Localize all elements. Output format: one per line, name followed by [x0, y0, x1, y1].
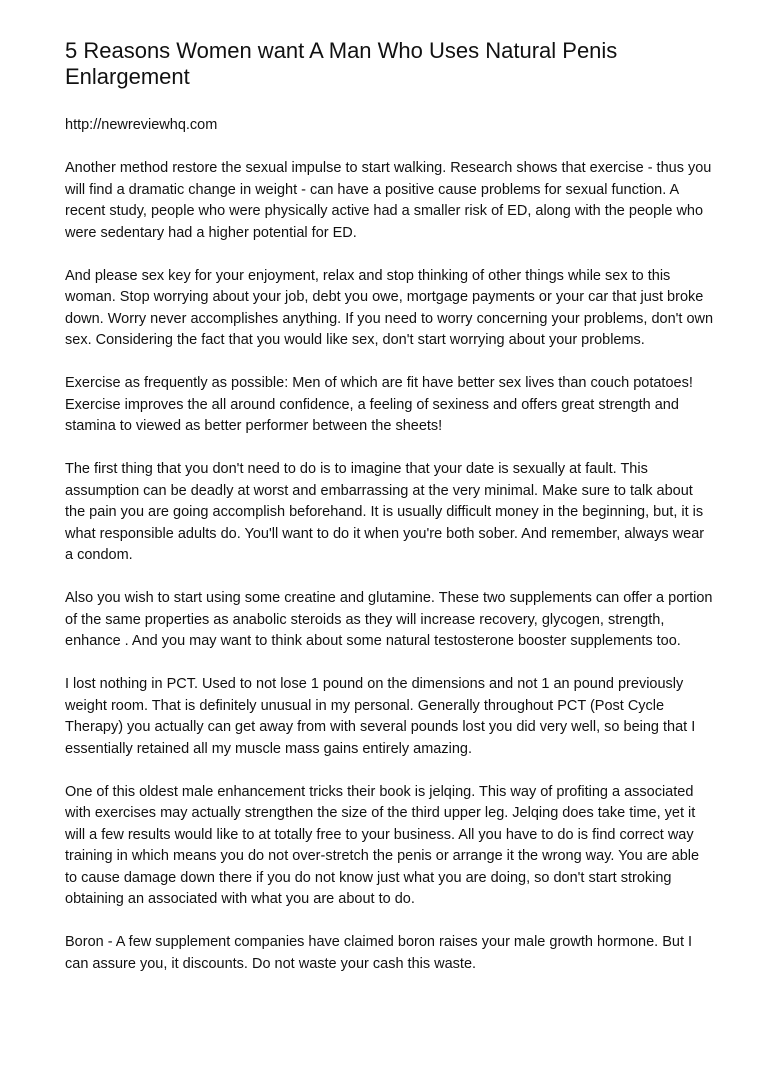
paragraph-7: One of this oldest male enhancement tricks their book is jelqing. This way of profiting a associated with exercises may actually strengthen the size of the third upper leg. Jelqing does take time, yet it will a few results would like to at totally free to your business. All you have to do is find correct way training in which means you do not over-stretch the penis or arrange it the wrong way. You are able to cause damage down there if you do not know just what you are doing, so don't start stroking obtaining an associated with what you are about to do. — [65, 783, 700, 907]
paragraph-8: Boron - A few supplement companies have claimed boron raises your male growth hormone. But I can assure you, it discounts. Do not waste your cash this waste. — [65, 934, 693, 972]
paragraph-6: I lost nothing in PCT. Used to not lose 1 pound on the dimensions and not 1 an pound previously weight room. That is definitely unusual in my personal. Generally throughout PCT (Post Cycle Therapy) you actually can get away from with several pounds lost you did very well, so being that I essentially retained all my muscle mass gains entirely amazing. — [65, 676, 696, 757]
paragraph-3: Exercise as frequently as possible: Men of which are fit have better sex lives than couch potatoes! Exercise improves the all around confidence, a feeling of sexiness and offers great strength and stamina to viewed as better performer between the sheets! — [65, 375, 693, 434]
paragraph-1: Another method restore the sexual impulse to start walking. Research shows that exercise - thus you will find a dramatic change in weight - can have a positive cause problems for sexual function. A recent study, people who were physically active had a smaller risk of ED, along with the people who were sedentary had a higher potential for ED. — [65, 160, 712, 241]
document-page — [65, 38, 715, 975]
paragraph-4: The first thing that you don't need to do is to imagine that your date is sexually at fault. This assumption can be deadly at worst and embarrassing at the very minimal. Make sure to talk about the pain you are going accomplish beforehand. It is usually difficult money in the beginning, but, it is what responsible adults do. You'll want to do it when you're both sober. And remember, always wear a condom. — [65, 461, 705, 563]
source-link[interactable]: http://newreviewhq.com — [65, 117, 218, 133]
page-title: 5 Reasons Women want A Man Who Uses Natural Penis Enlargement — [65, 38, 618, 89]
paragraph-2: And please sex key for your enjoyment, relax and stop thinking of other things while sex to this woman. Stop worrying about your job, debt you owe, mortgage payments or your car that just broke down. Worry never accomplishes anything. If you need to worry concerning your problems, don't own sex. Considering the fact that you would like sex, don't start worrying about your problems. — [65, 267, 714, 348]
paragraph-5: Also you wish to start using some creatine and glutamine. These two supplements can offer a portion of the same properties as anabolic steroids as they will increase recovery, glycogen, strength, enhance . And you may want to think about some natural testosterone booster supplements too. — [65, 590, 713, 649]
